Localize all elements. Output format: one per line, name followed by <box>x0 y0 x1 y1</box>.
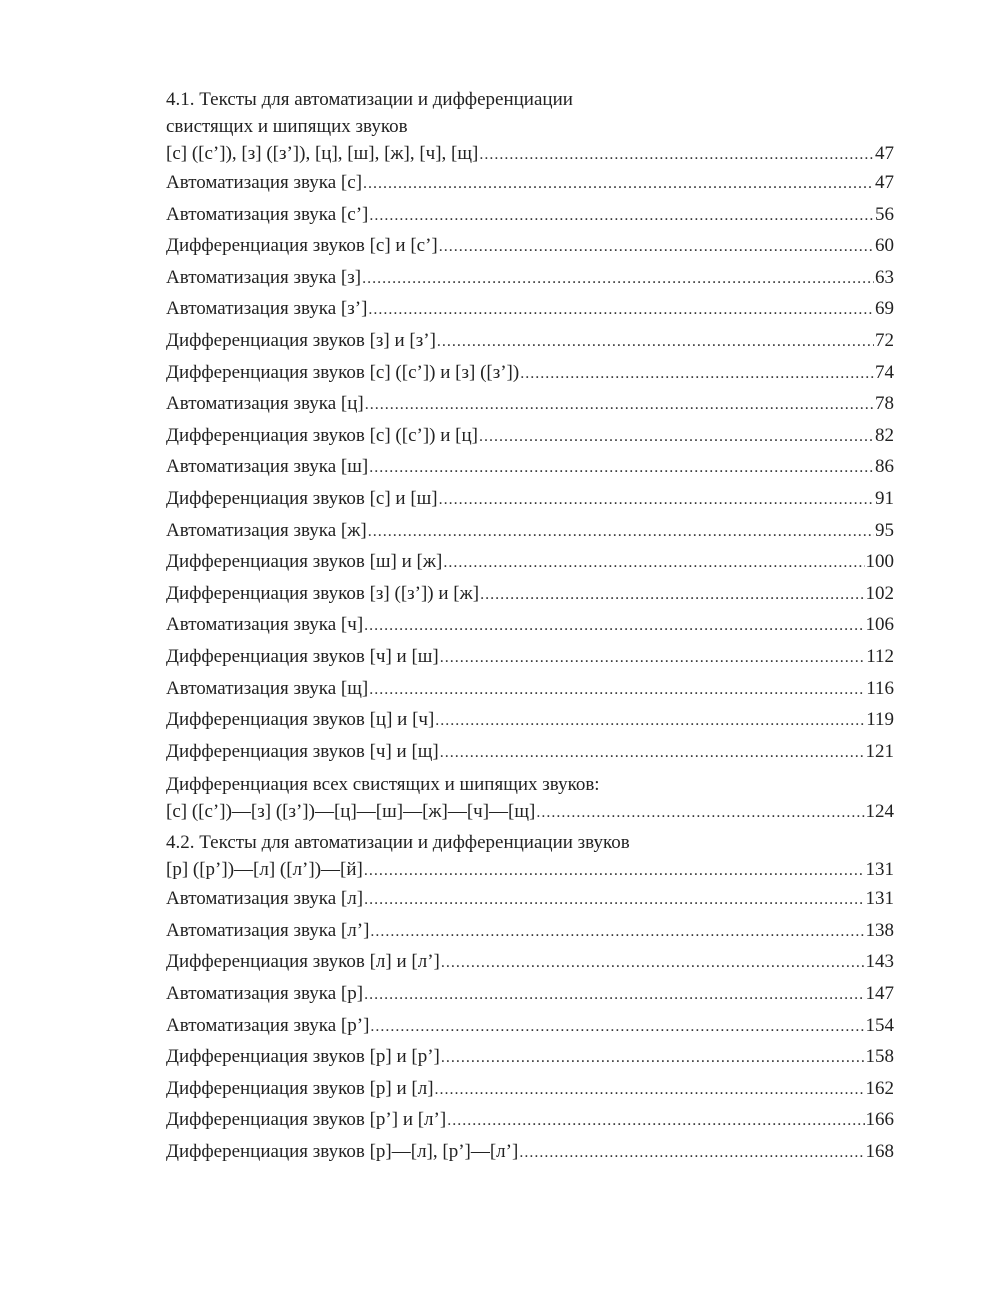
toc-entry-label: Дифференциация звуков [з] и [з’] <box>166 329 436 351</box>
toc-entry-page: 47 <box>875 143 894 164</box>
dot-leader <box>479 420 874 453</box>
toc-entry[interactable] <box>166 325 894 357</box>
toc-entry[interactable] <box>166 883 894 915</box>
toc-entry-label: Автоматизация звука [ж] <box>166 519 367 541</box>
toc-entry-label: Дифференциация звуков [ч] и [щ] <box>166 740 439 762</box>
toc-entry[interactable] <box>166 641 894 673</box>
dot-leader <box>441 1041 865 1074</box>
toc-entry-label: Дифференциация звуков [с] ([с’]) и [з] ([з’]) <box>166 361 520 383</box>
toc-entry[interactable] <box>166 483 894 515</box>
toc-entry[interactable] <box>166 357 894 389</box>
dot-leader <box>368 515 874 548</box>
toc-entry-label: Дифференциация звуков [ч] и [ш] <box>166 645 439 667</box>
toc-entry[interactable] <box>166 798 894 825</box>
toc-entry-page: 106 <box>865 614 894 636</box>
toc-entry-page: 60 <box>875 235 894 257</box>
dot-leader <box>364 609 864 642</box>
dot-leader <box>365 388 874 421</box>
toc-entry[interactable] <box>166 546 894 578</box>
toc-entry-label: [с] ([с’]), [з] ([з’]), [ц], [ш], [ж], [ч], [щ] <box>166 143 479 164</box>
dot-leader <box>369 451 874 484</box>
toc-entry[interactable] <box>166 262 894 294</box>
toc-entry-page: 91 <box>875 487 894 509</box>
dot-leader <box>370 915 864 948</box>
toc-entry-label: Автоматизация звука [з’] <box>166 298 368 320</box>
dot-leader <box>440 736 865 769</box>
toc-entry[interactable] <box>166 673 894 705</box>
toc-entry-label: Автоматизация звука [ч] <box>166 614 364 636</box>
toc-entry[interactable] <box>166 388 894 420</box>
dot-leader <box>439 483 874 516</box>
toc-entry-page: 47 <box>875 172 894 193</box>
toc-entry[interactable] <box>166 946 894 978</box>
dot-leader <box>364 856 865 884</box>
toc-entry[interactable] <box>166 609 894 641</box>
toc-entry[interactable] <box>166 451 894 483</box>
toc-entry[interactable] <box>166 856 894 883</box>
toc-entry[interactable] <box>166 1104 894 1136</box>
toc-entry[interactable] <box>166 293 894 325</box>
subsection-heading: Дифференциация всех свистящих и шипящих звуков: <box>166 774 600 796</box>
toc-entry-page: 138 <box>865 919 894 941</box>
dot-leader <box>441 946 865 979</box>
dot-leader <box>364 978 864 1011</box>
toc-entry-page: 74 <box>875 361 894 383</box>
toc-entry-page: 95 <box>875 519 894 541</box>
toc-entry-list <box>166 167 894 767</box>
toc-entry-label: Дифференциация звуков [р]—[л], [р’]—[л’] <box>166 1141 519 1163</box>
toc-entry-page: 56 <box>875 203 894 225</box>
dot-leader <box>536 798 864 826</box>
toc-entry-page: 162 <box>865 1077 894 1099</box>
dot-leader <box>364 883 864 916</box>
dot-leader <box>435 1073 865 1106</box>
toc-entry-label: Дифференциация звуков [ц] и [ч] <box>166 709 435 731</box>
dot-leader <box>440 641 865 674</box>
toc-entry-label: Автоматизация звука [р] <box>166 983 364 1005</box>
toc-entry[interactable] <box>166 515 894 547</box>
toc-entry-label: Дифференциация звуков [з] ([з’]) и [ж] <box>166 582 480 604</box>
toc-entry[interactable] <box>166 578 894 610</box>
toc-entry-label: Автоматизация звука [с’] <box>166 203 369 225</box>
toc-entry-label: Дифференциация звуков [с] и [ш] <box>166 487 438 509</box>
toc-entry[interactable] <box>166 1136 894 1168</box>
toc-entry-page: 119 <box>866 709 894 731</box>
toc-entry-list <box>166 883 894 1167</box>
dot-leader <box>363 167 874 200</box>
toc-entry-label: Дифференциация звуков [с] ([с’]) и [ц] <box>166 424 478 446</box>
toc-entry-page: 100 <box>865 551 894 573</box>
toc-entry-page: 82 <box>875 424 894 446</box>
toc-entry[interactable] <box>166 420 894 452</box>
toc-entry-label: Автоматизация звука [р’] <box>166 1014 370 1036</box>
dot-leader <box>369 199 874 232</box>
toc-entry-label: Автоматизация звука [з] <box>166 266 362 288</box>
toc-entry-page: 147 <box>865 983 894 1005</box>
toc-entry-page: 131 <box>865 888 894 910</box>
section-heading-line: 4.1. Тексты для автоматизации и дифференциации <box>166 89 573 110</box>
toc-entry-page: 158 <box>865 1046 894 1068</box>
toc-entry-page: 154 <box>865 1014 894 1036</box>
dot-leader <box>369 673 865 706</box>
toc-entry-page: 124 <box>865 801 894 823</box>
dot-leader <box>370 1010 864 1043</box>
dot-leader <box>479 140 874 168</box>
toc-entry-label: Автоматизация звука [с] <box>166 172 363 193</box>
toc-entry-page: 78 <box>875 393 894 415</box>
table-of-contents <box>166 86 894 1168</box>
dot-leader <box>480 578 864 611</box>
toc-entry[interactable] <box>166 140 894 167</box>
dot-leader <box>520 357 874 390</box>
toc-entry-page: 69 <box>875 298 894 320</box>
toc-entry-page: 121 <box>865 740 894 762</box>
toc-entry-label: Дифференциация звуков [р] и [л] <box>166 1077 434 1099</box>
dot-leader <box>437 325 874 358</box>
section-heading-line: свистящих и шипящих звуков <box>166 116 408 137</box>
toc-entry-label: [с] ([с’])—[з] ([з’])—[ц]—[ш]—[ж]—[ч]—[щ] <box>166 801 536 823</box>
toc-entry-label: Автоматизация звука [л] <box>166 888 364 910</box>
toc-entry-page: 72 <box>875 329 894 351</box>
toc-entry-label: Автоматизация звука [ш] <box>166 456 369 478</box>
toc-entry[interactable] <box>166 915 894 947</box>
section-heading-line: 4.2. Тексты для автоматизации и дифференциации звуков <box>166 832 630 854</box>
dot-leader <box>439 230 874 263</box>
toc-entry[interactable] <box>166 199 894 231</box>
dot-leader <box>443 546 864 579</box>
toc-entry-page: 116 <box>866 677 894 699</box>
dot-leader <box>519 1136 864 1169</box>
toc-entry-label: Автоматизация звука [ц] <box>166 393 364 415</box>
toc-entry[interactable] <box>166 978 894 1010</box>
toc-entry-page: 86 <box>875 456 894 478</box>
toc-entry-page: 112 <box>866 645 894 667</box>
toc-entry-page: 166 <box>865 1109 894 1131</box>
dot-leader <box>447 1104 864 1137</box>
toc-entry-label: Дифференциация звуков [л] и [л’] <box>166 951 440 973</box>
toc-entry-label: Автоматизация звука [л’] <box>166 919 370 941</box>
dot-leader <box>435 704 865 737</box>
toc-entry-label: Автоматизация звука [щ] <box>166 677 369 699</box>
toc-entry-label: Дифференциация звуков [р] и [р’] <box>166 1046 440 1068</box>
toc-entry-page: 168 <box>865 1141 894 1163</box>
toc-entry-label: Дифференциация звуков [р’] и [л’] <box>166 1109 447 1131</box>
toc-entry[interactable] <box>166 1041 894 1073</box>
toc-entry[interactable] <box>166 1010 894 1042</box>
toc-entry-page: 102 <box>865 582 894 604</box>
toc-entry-page: 131 <box>865 859 894 881</box>
toc-entry[interactable] <box>166 1073 894 1105</box>
toc-entry-label: Дифференциация звуков [ш] и [ж] <box>166 551 443 573</box>
toc-entry-label: Дифференциация звуков [с] и [с’] <box>166 235 438 257</box>
toc-entry-page: 63 <box>875 266 894 288</box>
toc-entry[interactable] <box>166 167 894 199</box>
dot-leader <box>362 262 874 295</box>
toc-entry-page: 143 <box>865 951 894 973</box>
dot-leader <box>368 293 874 326</box>
toc-entry-label: [р] ([р’])—[л] ([л’])—[й] <box>166 859 363 881</box>
toc-entry[interactable] <box>166 230 894 262</box>
toc-entry[interactable] <box>166 736 894 768</box>
toc-entry[interactable] <box>166 704 894 736</box>
